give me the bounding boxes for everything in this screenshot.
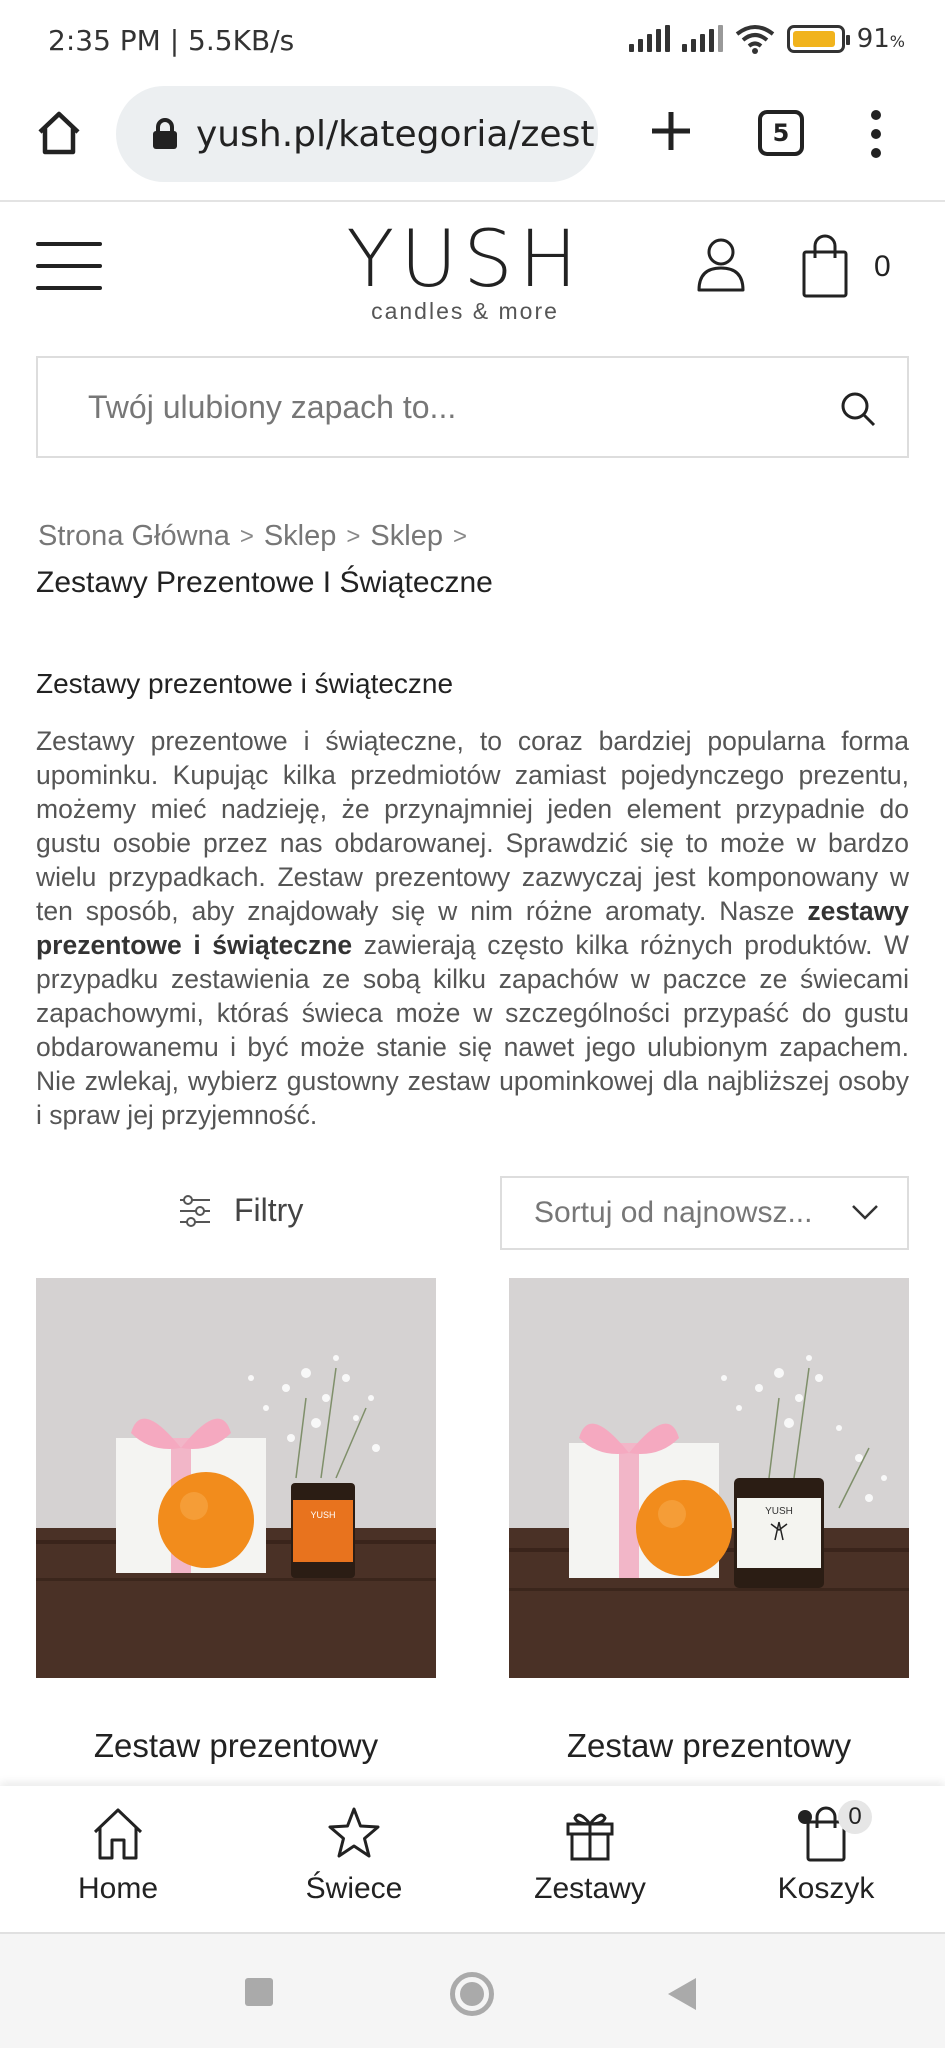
nav-home[interactable] bbox=[0, 1786, 236, 1932]
star-icon bbox=[327, 1806, 381, 1862]
cart-bag-icon[interactable] bbox=[800, 234, 850, 298]
recents-button[interactable] bbox=[245, 1978, 273, 2006]
logo-tagline: candles & more bbox=[371, 298, 559, 324]
breadcrumb-home[interactable]: Strona Główna bbox=[38, 520, 230, 552]
status-bar bbox=[0, 0, 945, 84]
account-icon[interactable] bbox=[696, 234, 746, 294]
product-image[interactable] bbox=[509, 1278, 909, 1678]
nav-sets[interactable] bbox=[472, 1786, 708, 1932]
nav-candles[interactable] bbox=[236, 1786, 472, 1932]
system-navigation-bar bbox=[0, 1934, 945, 2048]
chevron-down-icon bbox=[851, 1202, 879, 1222]
nav-cart-label: Koszyk bbox=[777, 1872, 875, 1905]
browser-menu-icon[interactable] bbox=[870, 110, 882, 158]
filter-sliders-icon bbox=[178, 1194, 212, 1228]
product-image[interactable] bbox=[36, 1278, 436, 1678]
jar-label-text: YUSH bbox=[765, 1506, 793, 1517]
cart-badge: 0 bbox=[838, 1800, 872, 1834]
signal-icon bbox=[682, 26, 723, 52]
cart-dot bbox=[798, 1810, 812, 1824]
battery-icon bbox=[787, 25, 845, 53]
breadcrumb-separator: > bbox=[452, 522, 467, 550]
filters-button[interactable] bbox=[178, 1192, 303, 1229]
search-input[interactable] bbox=[36, 356, 909, 458]
breadcrumb-shop[interactable]: Sklep bbox=[370, 520, 443, 552]
back-button[interactable] bbox=[668, 1978, 696, 2010]
nav-candles-label: Świece bbox=[305, 1872, 403, 1905]
browser-toolbar bbox=[0, 84, 945, 202]
battery-percent: 91% bbox=[856, 24, 905, 54]
new-tab-icon[interactable] bbox=[646, 106, 696, 156]
nav-sets-label: Zestawy bbox=[534, 1872, 646, 1905]
url-text: yush.pl/kategoria/zest bbox=[196, 113, 595, 155]
logo-text: YUSH bbox=[346, 215, 584, 305]
address-bar[interactable] bbox=[116, 86, 598, 182]
category-heading: Zestawy prezentowe i świąteczne bbox=[36, 668, 454, 699]
product-name[interactable]: Zestaw prezentowy bbox=[566, 1727, 852, 1764]
product-card[interactable] bbox=[509, 1278, 909, 1768]
status-icons bbox=[629, 24, 905, 54]
signal-icon bbox=[629, 26, 670, 52]
filters-label: Filtry bbox=[234, 1192, 304, 1228]
sort-selected-value: Sortuj od najnowsz... bbox=[534, 1196, 813, 1229]
wifi-icon bbox=[735, 24, 775, 54]
lock-icon bbox=[152, 118, 178, 150]
hamburger-menu-icon[interactable] bbox=[36, 242, 102, 290]
status-time: 2:35 PM | 5.5KB/s bbox=[48, 24, 295, 57]
search-placeholder: Twój ulubiony zapach to... bbox=[88, 388, 457, 425]
home-icon bbox=[91, 1806, 145, 1862]
search-icon[interactable] bbox=[839, 390, 877, 428]
battery-fill bbox=[793, 31, 835, 47]
jar-label-text: YUSH bbox=[310, 1510, 336, 1520]
nav-cart[interactable] bbox=[708, 1786, 944, 1932]
nav-home-label: Home bbox=[77, 1872, 159, 1905]
page-title: Zestawy Prezentowe I Świąteczne bbox=[36, 566, 493, 599]
home-button[interactable] bbox=[450, 1972, 494, 2016]
gift-icon bbox=[563, 1806, 617, 1862]
product-name[interactable]: Zestaw prezentowy bbox=[93, 1727, 379, 1764]
category-description: Zestawy prezentowe i świąteczne, to coraz bardziej popularna forma upominku. Kupując kilka przedmiotów zamiast pojedynczego prezentu, możemy mieć nadzieję, że przynajmniej jeden element przypadnie do gustu osobie przez nas obdarowanej. Sprawdzić się to może w bardzo wielu przypadkach. Zestaw prezentowy zazwyczaj jest komponowany w ten sposób, aby znajdowały się w nim różne aromaty. Nasze zestawy prezentowe i świąteczne zawierają często kilka różnych produktów. W przypadku zestawienia ze sobą kilku zapachów w paczce ze świecami zapachowymi, któraś świeca może w szczególności przypaść do gustu obdarowanemu i być może stanie się nawet jego ulubionym zapachem. Nie zwlekaj, wybierz gustowny zestaw upominkowej dla najbliższej osoby i spraw jej przyjemność. bbox=[36, 726, 909, 1130]
bottom-navigation bbox=[0, 1786, 945, 1932]
header-cart-count: 0 bbox=[874, 250, 891, 283]
description-bold: zestawy prezentowe i świąteczne bbox=[36, 896, 909, 960]
breadcrumb bbox=[38, 520, 467, 553]
breadcrumb-separator: > bbox=[346, 522, 361, 550]
site-logo[interactable] bbox=[340, 215, 590, 325]
breadcrumb-shop[interactable]: Sklep bbox=[263, 520, 337, 552]
site-header bbox=[0, 204, 945, 334]
product-card[interactable] bbox=[36, 1278, 436, 1768]
tab-switcher-button[interactable]: 5 bbox=[758, 110, 804, 156]
breadcrumb-separator: > bbox=[239, 522, 254, 550]
browser-home-icon[interactable] bbox=[34, 108, 84, 158]
sort-select[interactable] bbox=[500, 1176, 909, 1250]
